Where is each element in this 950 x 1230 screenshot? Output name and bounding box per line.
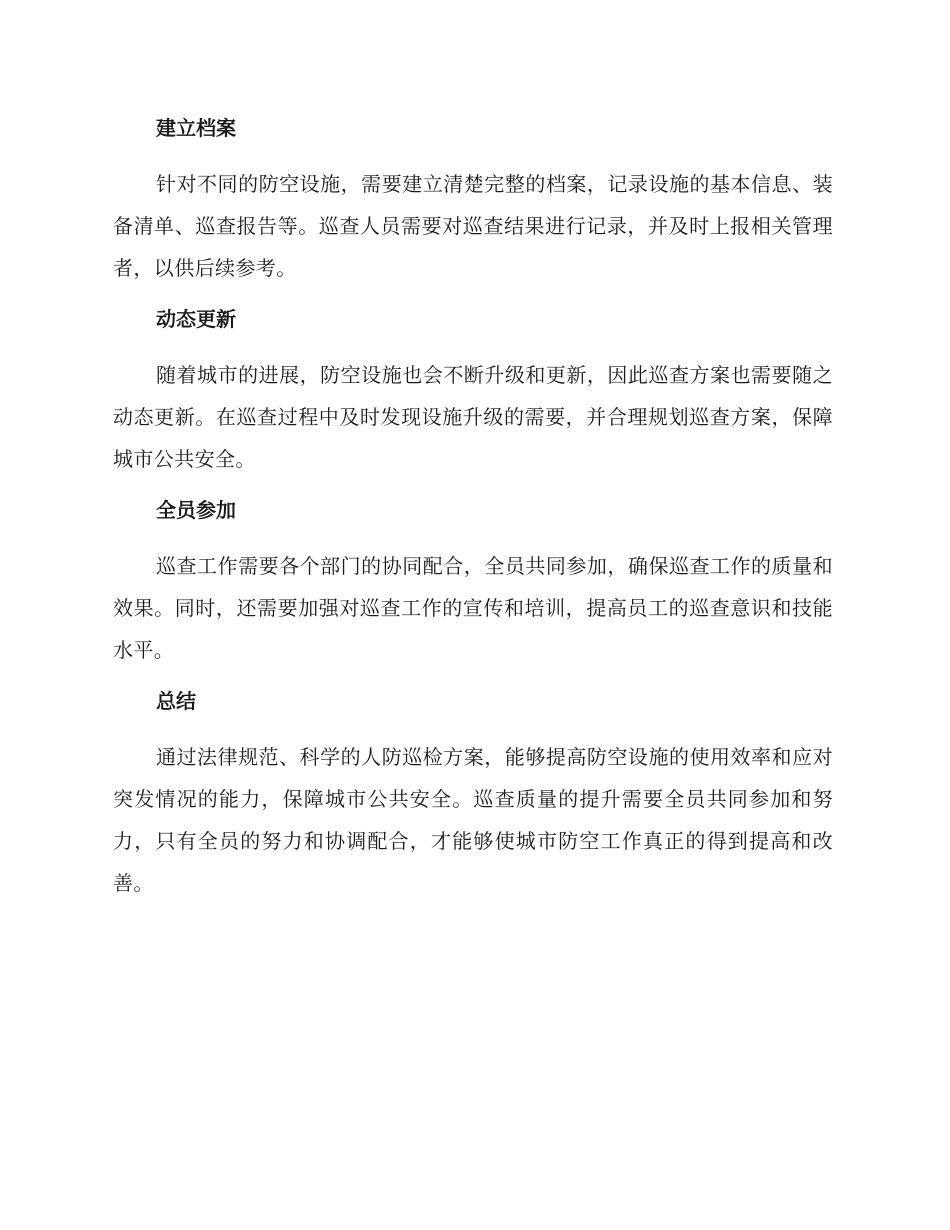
section-body-archive: 针对不同的防空设施，需要建立清楚完整的档案，记录设施的基本信息、装备清单、巡查报告等。巡查人员需要对巡查结果进行记录，并及时上报相关管理者，以供后续参考。 [113,172,833,280]
document-content [113,108,833,914]
section-heading-full-participation: 全员参加 [156,498,236,522]
section-body-summary: 通过法律规范、科学的人防巡检方案，能够提高防空设施的使用效率和应对突发情况的能力，保障城市公共安全。巡查质量的提升需要全员共同参加和努力，只有全员的努力和协调配合，才能够使城市防空工作真正的得到提高和改善。 [113,745,833,895]
section-body-full-participation: 巡查工作需要各个部门的协同配合，全员共同参加，确保巡查工作的质量和效果。同时，还需要加强对巡查工作的宣传和培训，提高员工的巡查意识和技能水平。 [113,554,833,662]
section-body-dynamic-update: 随着城市的进展，防空设施也会不断升级和更新，因此巡查方案也需要随之动态更新。在巡查过程中及时发现设施升级的需要，并合理规划巡查方案，保障城市公共安全。 [113,363,833,471]
section-heading-dynamic-update: 动态更新 [156,307,236,331]
section-heading-summary: 总结 [156,689,196,713]
section-heading-archive: 建立档案 [156,116,236,140]
